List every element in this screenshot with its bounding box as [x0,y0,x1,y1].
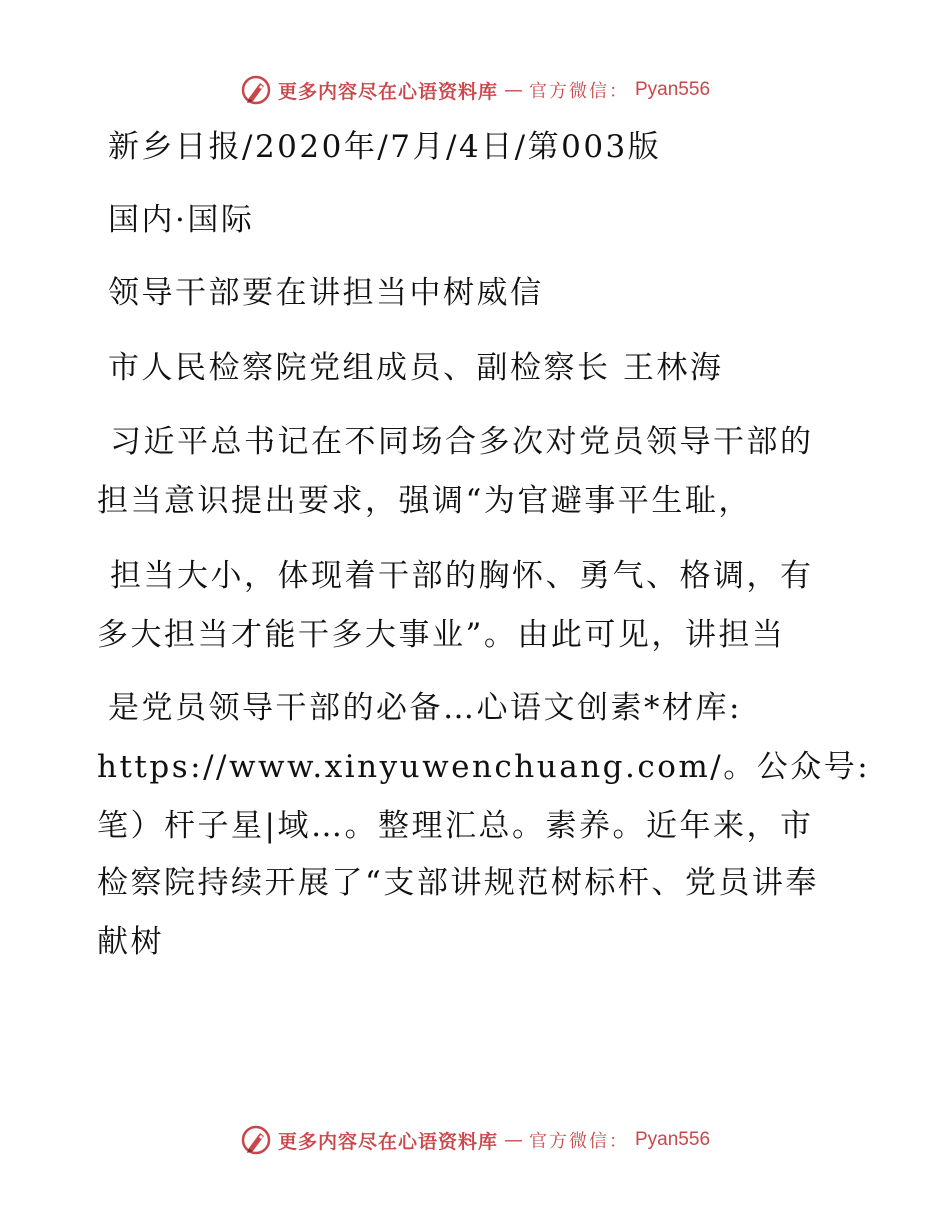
body-line: 检察院持续开展了“支部讲规范树标杆、党员讲奉 [97,865,819,901]
watermark-wechat-label: 官方微信： [529,1131,629,1152]
body-line: 担当大小，体现着干部的胸怀、勇气、格调，有 [110,558,814,594]
body-line: 是党员领导干部的必备…心语文创素*材库: [108,690,742,726]
body-line: 多大担当才能干多大事业”。由此可见，讲担当 [97,617,786,653]
body-line: 习近平总书记在不同场合多次对党员领导干部的 [110,424,814,460]
watermark-dash: — [504,1129,523,1151]
watermark-banner-top [0,70,950,110]
watermark-text: 更多内容尽在心语资料库 [277,1130,498,1153]
watermark-dash: — [504,79,523,101]
pen-logo-icon [240,74,272,106]
body-line: 笔）杆子星|域…。整理汇总。素养。近年来，市 [97,808,814,844]
body-line: 担当意识提出要求，强调“为官避事平生耻， [97,483,752,519]
section-label: 国内·国际 [108,202,255,238]
body-line: https://www.xinyuwenchuang.com/。公众号: [97,749,871,785]
newspaper-dateline: 新乡日报/2020年/7月/4日/第003版 [108,129,662,165]
body-line: 献树 [97,924,164,960]
watermark-text: 更多内容尽在心语资料库 [277,80,498,103]
watermark-wechat-label: 官方微信： [529,81,629,102]
watermark-banner-bottom [0,1120,950,1160]
watermark-wechat-id: Pyan556 [635,1129,711,1150]
watermark-wechat-id: Pyan556 [635,79,711,100]
article-author: 市人民检察院党组成员、副检察长 王林海 [108,350,724,386]
article-title: 领导干部要在讲担当中树威信 [108,275,544,311]
pen-logo-icon [240,1124,272,1156]
